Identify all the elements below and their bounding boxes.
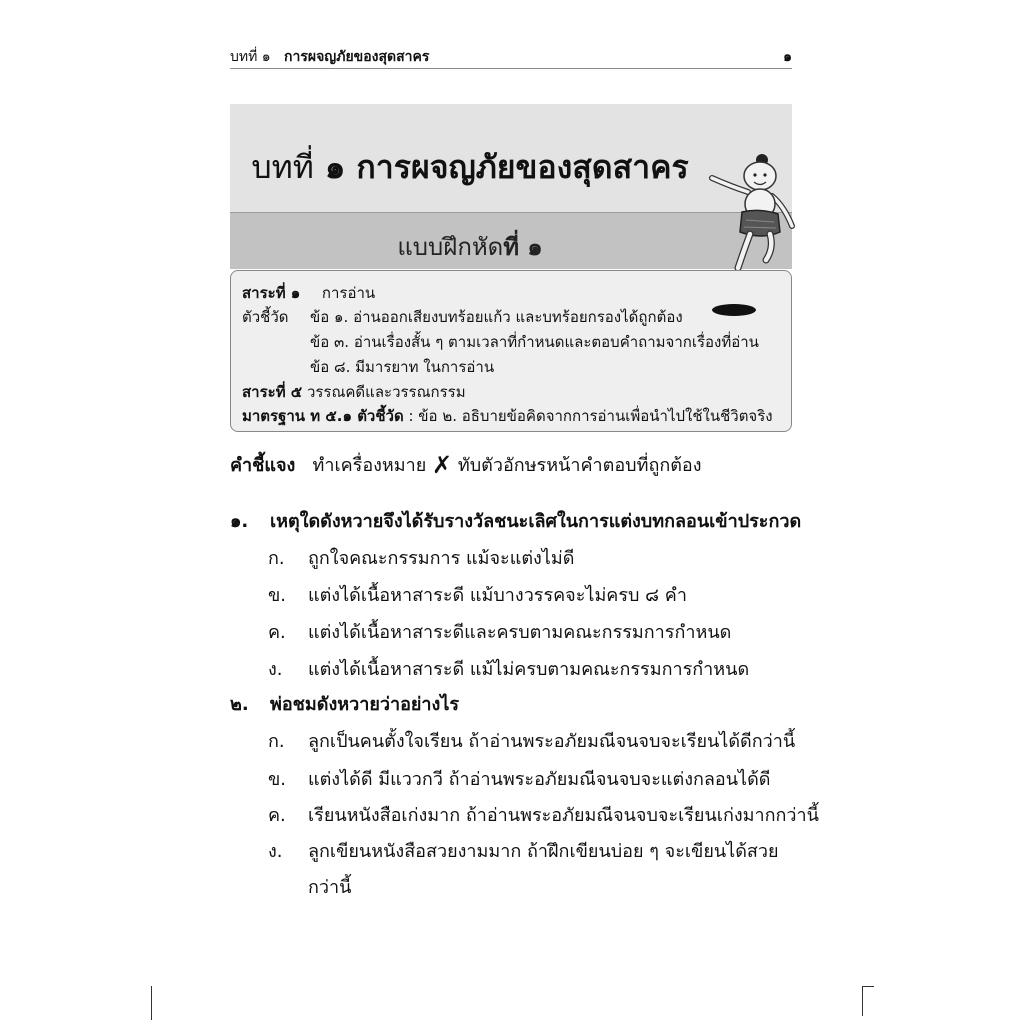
exercise-heading xyxy=(230,227,710,266)
thai-boy-mascot-icon xyxy=(700,140,800,290)
option-letter: ค. xyxy=(268,622,286,643)
indicator-item: ข้อ ๘. มีมารยาท ในการอ่าน xyxy=(310,358,495,376)
strand-5-text: วรรณคดีและวรรณกรรม xyxy=(306,383,466,401)
cross-mark-icon: ✗ xyxy=(432,451,453,479)
option-letter: ง. xyxy=(268,659,283,680)
option-letter: ค. xyxy=(268,805,286,826)
title-name: การผจญภัยของสุดสาคร xyxy=(356,148,689,186)
instruction-text-after: ทับตัวอักษรหน้าคำตอบที่ถูกต้อง xyxy=(457,455,702,476)
instruction-text-before: ทำเครื่องหมาย xyxy=(312,455,427,476)
option-text: ลูกเขียนหนังสือสวยงามมาก ถ้าฝึกเขียนบ่อย ๆ จะเขียนได้สวย xyxy=(308,841,779,862)
strand-5-line xyxy=(242,380,466,404)
option-text: แต่งได้เนื้อหาสาระดี แม้บางวรรคจะไม่ครบ ๘ คำ xyxy=(308,585,687,606)
option-item[interactable] xyxy=(268,654,749,683)
strand-1-label: สาระที่ ๑ xyxy=(242,284,301,302)
instruction-label: คำชี้แจง xyxy=(230,455,296,476)
running-head-left xyxy=(230,46,429,68)
option-text: ถูกใจคณะกรรมการ แม้จะแต่งไม่ดี xyxy=(308,548,575,569)
standard-text: : ข้อ ๒. อธิบายข้อคิดจากการอ่านเพื่อนำไปใช้ในชีวิตจริง xyxy=(408,407,773,425)
option-item[interactable] xyxy=(268,800,819,829)
question-text: พ่อชมดังหวายว่าอย่างไร xyxy=(270,694,460,715)
title-number: ๑ xyxy=(324,148,346,186)
question-number: ๑. xyxy=(230,511,249,532)
option-item[interactable] xyxy=(268,764,770,793)
option-continuation: กว่านี้ xyxy=(308,877,352,898)
strand-5-label: สาระที่ ๕ xyxy=(242,383,303,401)
running-head xyxy=(230,46,792,69)
option-item[interactable] xyxy=(268,617,731,646)
exercise-label: แบบฝึกหัด xyxy=(397,233,504,261)
option-text: ลูกเป็นคนตั้งใจเรียน ถ้าอ่านพระอภัยมณีจนจบจะเรียนได้ดีกว่านี้ xyxy=(308,731,796,752)
ink-blot-icon xyxy=(712,304,756,316)
option-text: แต่งได้เนื้อหาสาระดีและครบตามคณะกรรมการกำหนด xyxy=(308,622,732,643)
standard-line xyxy=(242,404,773,428)
indicator-label: ตัวชี้วัด xyxy=(242,308,289,326)
instruction-line xyxy=(230,450,702,479)
question-2 xyxy=(230,689,459,718)
crop-mark-right-tick xyxy=(862,986,874,987)
crop-mark-right xyxy=(862,986,863,1016)
standard-label: มาตรฐาน ท ๕.๑ ตัวชี้วัด xyxy=(242,407,404,425)
indicator-item: ข้อ ๓. อ่านเรื่องสั้น ๆ ตามเวลาที่กำหนดและตอบคำถามจากเรื่องที่อ่าน xyxy=(310,333,759,351)
running-head-chapter: การผจญภัยของสุดสาคร xyxy=(284,49,430,65)
exercise-number: ที่ ๑ xyxy=(503,233,543,261)
option-item[interactable] xyxy=(268,543,574,572)
question-1 xyxy=(230,506,801,535)
option-item[interactable] xyxy=(268,726,795,755)
page-number: ๑ xyxy=(783,49,792,65)
question-number: ๒. xyxy=(230,694,249,715)
option-letter: ก. xyxy=(268,548,285,569)
option-letter: ข. xyxy=(268,769,287,790)
option-item[interactable] xyxy=(268,836,779,865)
page-title xyxy=(230,142,710,193)
option-letter: ข. xyxy=(268,585,287,606)
option-item[interactable] xyxy=(268,580,687,609)
title-prefix: บทที่ xyxy=(251,148,314,186)
strand-1-line xyxy=(242,281,375,305)
strand-1-text: การอ่าน xyxy=(321,284,376,302)
crop-mark-left xyxy=(151,986,152,1020)
question-text: เหตุใดดังหวายจึงได้รับรางวัลชนะเลิศในการแต่งบทกลอนเข้าประกวด xyxy=(270,511,802,532)
option-letter: ก. xyxy=(268,731,285,752)
running-head-prefix: บทที่ ๑ xyxy=(230,49,271,65)
option-text: แต่งได้ดี มีแววกวี ถ้าอ่านพระอภัยมณีจนจบจะแต่งกลอนได้ดี xyxy=(308,769,771,790)
option-text: แต่งได้เนื้อหาสาระดี แม้ไม่ครบตามคณะกรรมการกำหนด xyxy=(308,659,750,680)
indicator-item: ข้อ ๑. อ่านออกเสียงบทร้อยแก้ว และบทร้อยกรองได้ถูกต้อง xyxy=(310,308,683,326)
option-text: เรียนหนังสือเก่งมาก ถ้าอ่านพระอภัยมณีจนจบจะเรียนเก่งมากกว่านี้ xyxy=(308,805,819,826)
option-letter: ง. xyxy=(268,841,283,862)
